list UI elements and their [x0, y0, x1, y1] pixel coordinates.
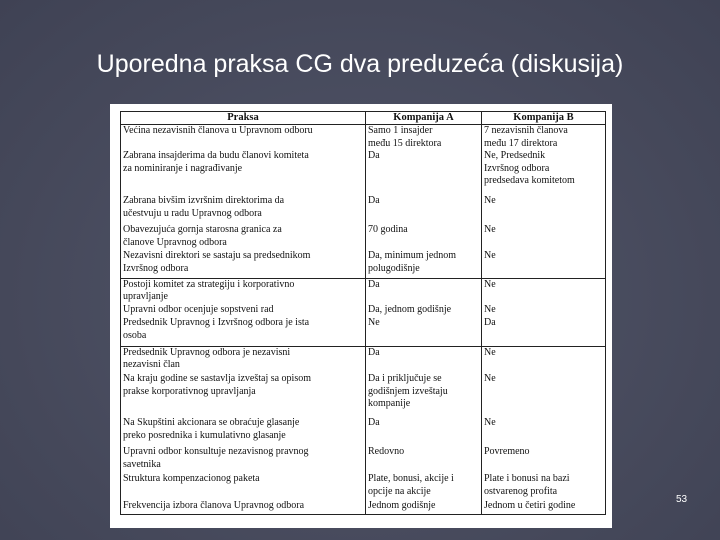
kompanija-a-cell: Da	[366, 195, 482, 224]
table-header-row	[121, 112, 606, 125]
slide-title: Uporedna praksa CG dva preduzeća (diskusija)	[96, 50, 624, 78]
kompanija-b-cell: Ne	[482, 346, 606, 373]
praksa-cell: Obavezujuća gornja starosna granica za članove Upravnog odbora	[121, 224, 366, 250]
kompanija-b-cell: Ne	[482, 373, 606, 417]
kompanija-b-cell: Ne	[482, 250, 606, 278]
kompanija-a-cell: Da	[366, 417, 482, 446]
kompanija-b-cell: Ne	[482, 278, 606, 304]
praksa-cell: Zabrana bivšim izvršnim direktorima da učestvuju u radu Upravnog odbora	[121, 195, 366, 224]
header-praksa: Praksa	[121, 112, 366, 125]
praksa-cell: Na Skupštini akcionara se obraćuje glasanje preko posrednika i kumulativno glasanje	[121, 417, 366, 446]
kompanija-b-cell: Ne	[482, 417, 606, 446]
table-row	[121, 150, 606, 195]
praksa-cell: Upravni odbor ocenjuje sopstveni rad	[121, 304, 366, 317]
table-row	[121, 417, 606, 446]
praksa-cell: Struktura kompenzacionog paketa	[121, 473, 366, 500]
table-row	[121, 373, 606, 417]
header-kompanija-a: Kompanija A	[366, 112, 482, 125]
praksa-cell: Većina nezavisnih članova u Upravnom odboru	[121, 125, 366, 150]
kompanija-b-cell: Jednom u četiri godine	[482, 500, 606, 514]
table-row	[121, 304, 606, 317]
kompanija-a-cell: 70 godina	[366, 224, 482, 250]
table-row	[121, 346, 606, 373]
kompanija-b-cell: Da	[482, 317, 606, 346]
kompanija-b-cell: Ne	[482, 304, 606, 317]
table-row	[121, 473, 606, 500]
header-kompanija-b: Kompanija B	[482, 112, 606, 125]
table-row	[121, 125, 606, 150]
praksa-cell: Postoji komitet za strategiju i korporativno upravljanje	[121, 278, 366, 304]
kompanija-b-cell: 7 nezavisnih članova među 17 direktora	[482, 125, 606, 150]
kompanija-a-cell: Plate, bonusi, akcije i opcije na akcije	[366, 473, 482, 500]
praksa-cell: Na kraju godine se sastavlja izveštaj sa opisom prakse korporativnog upravljanja	[121, 373, 366, 417]
kompanija-a-cell: Redovno	[366, 446, 482, 473]
table-row	[121, 317, 606, 346]
table-row	[121, 500, 606, 514]
kompanija-b-cell: Ne	[482, 195, 606, 224]
kompanija-a-cell: Da	[366, 278, 482, 304]
kompanija-b-cell: Ne, Predsednik Izvršnog odbora predsedava komitetom	[482, 150, 606, 195]
table-row	[121, 224, 606, 250]
praksa-cell: Frekvencija izbora članova Upravnog odbora	[121, 500, 366, 514]
kompanija-a-cell: Jednom godišnje	[366, 500, 482, 514]
praksa-cell: Nezavisni direktori se sastaju sa predsednikom Izvršnog odbora	[121, 250, 366, 278]
kompanija-b-cell: Povremeno	[482, 446, 606, 473]
praksa-cell: Upravni odbor konsultuje nezavisnog pravnog savetnika	[121, 446, 366, 473]
praksa-cell: Zabrana insajderima da budu članovi komiteta za nominiranje i nagrađivanje	[121, 150, 366, 195]
kompanija-a-cell: Da i priključuje se godišnjem izveštaju kompanije	[366, 373, 482, 417]
praksa-cell: Predsednik Upravnog odbora je nezavisni nezavisni član	[121, 346, 366, 373]
comparison-table	[120, 111, 606, 515]
page-number: 53	[676, 494, 688, 505]
table-image	[110, 104, 612, 528]
kompanija-a-cell: Da, jednom godišnje	[366, 304, 482, 317]
kompanija-a-cell: Da, minimum jednom polugodišnje	[366, 250, 482, 278]
table-row	[121, 250, 606, 278]
kompanija-a-cell: Da	[366, 150, 482, 195]
kompanija-b-cell: Plate i bonusi na bazi ostvarenog profita	[482, 473, 606, 500]
kompanija-a-cell: Samo 1 insajder među 15 direktora	[366, 125, 482, 150]
kompanija-a-cell: Ne	[366, 317, 482, 346]
table-row	[121, 278, 606, 304]
table-row	[121, 195, 606, 224]
table-row	[121, 446, 606, 473]
kompanija-b-cell: Ne	[482, 224, 606, 250]
praksa-cell: Predsednik Upravnog i Izvršnog odbora je ista osoba	[121, 317, 366, 346]
kompanija-a-cell: Da	[366, 346, 482, 373]
